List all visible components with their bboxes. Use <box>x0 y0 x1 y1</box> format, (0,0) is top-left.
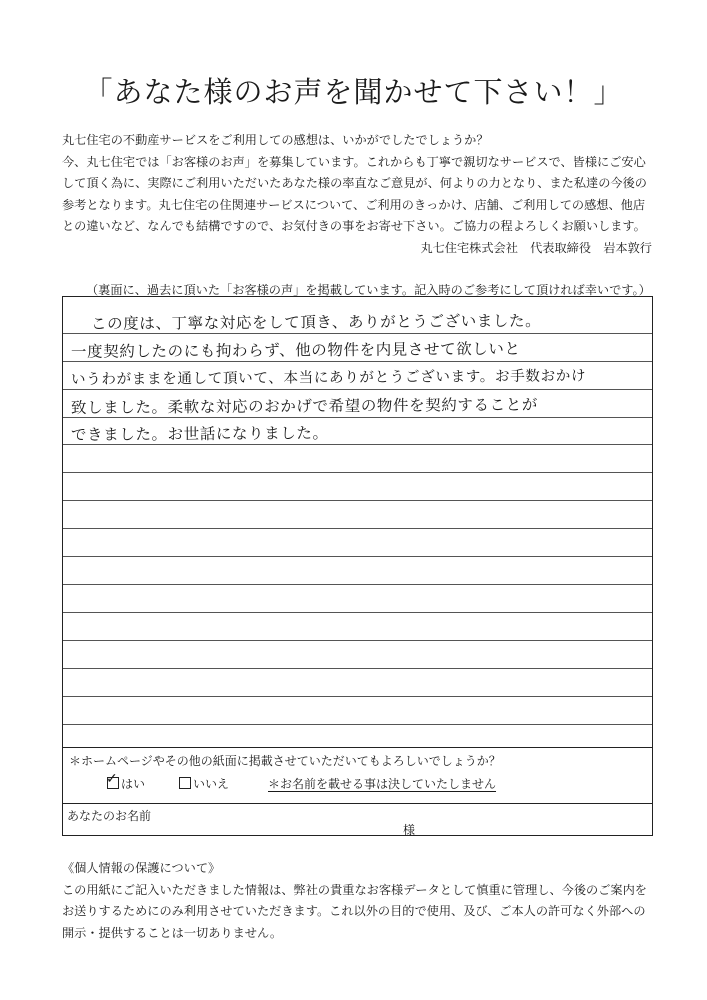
check-mark-icon: ✓ <box>106 771 118 787</box>
page-title: 「あなた様のお声を聞かせて下さい！」 <box>83 75 624 109</box>
yes-checkbox[interactable] <box>106 771 119 789</box>
handwritten-line: いうわがままを通して頂いて、本当にありがとうございます。お手数おかけ <box>70 367 587 388</box>
ruled-line <box>63 668 652 669</box>
privacy-line: お送りするためにのみ利用させていただきます。これ以外の目的で使用、及び、ご本人の許可なく外部への <box>62 904 646 918</box>
no-option[interactable] <box>179 775 229 792</box>
intro-text <box>62 130 652 259</box>
handwritten-line: 一度契約したのにも拘わらず、他の物件を内見させて欲しいと <box>70 339 521 361</box>
ruled-line <box>63 724 652 725</box>
feedback-form-box <box>62 296 653 836</box>
intro-line: して頂く為に、実際にご利用いただいたあなた様の率直なご意見が、何よりの力となり、また私達の今後の <box>62 176 647 190</box>
box-caption: （裏面に、過去に頂いた「お客様の声」を掲載しています。記入時のご参考にして頂ければ幸いです。） <box>86 283 651 297</box>
ruled-line <box>63 612 652 613</box>
signature: 丸七住宅株式会社 代表取締役 岩本敦行 <box>420 240 652 255</box>
comment-writing-area[interactable] <box>63 297 652 747</box>
name-suffix: 様 <box>403 823 416 837</box>
privacy-line: この用紙にご記入いただきました情報は、弊社の貴重なお客様データとして慎重に管理し、今後のご案内を <box>62 882 647 897</box>
name-label: あなたのお名前 <box>67 809 152 823</box>
name-not-published-note: ＊お名前を載せる事は決していたしません <box>268 777 497 791</box>
yes-label: はい <box>121 777 146 791</box>
ruled-line <box>63 696 652 697</box>
handwritten-line: この度は、丁寧な対応をして頂き、ありがとうございました。 <box>90 311 542 333</box>
yes-option[interactable] <box>106 771 146 792</box>
ruled-line <box>63 556 652 557</box>
handwritten-line: 致しました。柔軟な対応のおかげで希望の物件を契約することが <box>70 395 538 417</box>
ruled-line <box>63 500 652 501</box>
privacy-line: 開示・提供することは一切ありません。 <box>62 925 283 940</box>
intro-line: 参考となります。丸七住宅の住関連サービスについて、ご利用のきっかけ、店舗、ご利用しての感想、他店 <box>62 197 646 212</box>
intro-line: 今、丸七住宅では「お客様のお声」を募集しています。これからも丁寧で親切なサービスで、皆様にご安心 <box>62 154 646 169</box>
ruled-line <box>63 528 652 529</box>
ruled-line <box>63 640 652 641</box>
ruled-line <box>63 472 652 473</box>
name-field[interactable] <box>63 803 652 838</box>
ruled-line <box>63 389 652 390</box>
no-label: いいえ <box>193 777 230 791</box>
permission-question: ＊ホームページやその他の紙面に掲載させていただいてもよろしいでしょうか？ <box>69 754 501 768</box>
privacy-heading: 《個人情報の保護について》 <box>62 861 221 875</box>
intro-line: 丸七住宅の不動産サービスをご利用しての感想は、いかがでしたでしょうか？ <box>62 133 489 147</box>
ruled-line <box>63 584 652 585</box>
publish-permission-section <box>63 747 652 804</box>
handwritten-line: できました。お世話になりました。 <box>70 424 329 444</box>
no-checkbox[interactable] <box>179 777 191 789</box>
privacy-notice <box>62 858 662 944</box>
intro-line: との違いなど、なんでも結構ですので、お気付きの事をお寄せ下さい。ご協力の程よろしくお願いします。 <box>62 219 646 233</box>
